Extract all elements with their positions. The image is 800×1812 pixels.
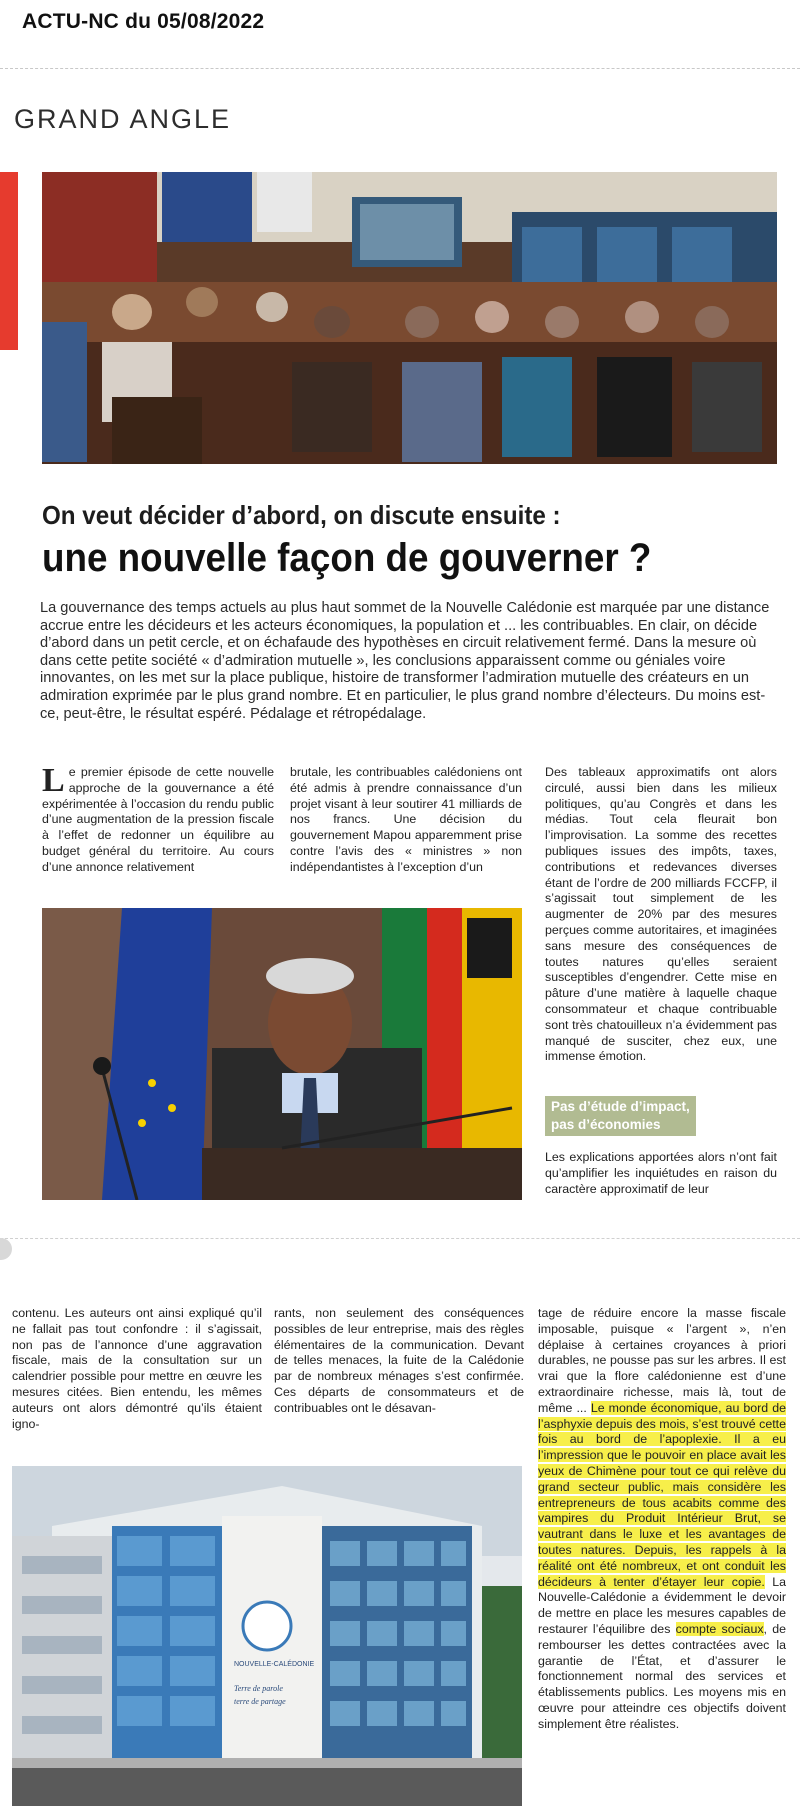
- building-sign-motto-1: Terre de parole: [234, 1684, 283, 1693]
- article-column-1: [42, 762, 274, 876]
- page2-column-3-text-a: tage de réduire encore la masse fiscale imposable, puisque « l’argent », n’en déplaise à certaines croyances à priori durables, ne pousse pas sur les arbres. Il est vrai que la flore calédonienne est d’une extraordinaire richesse, mais là, tout de même ...: [538, 1306, 786, 1415]
- highlighted-passage: Le monde économique, au bord de l’asphyxie depuis des mois, s’est trouvé cette fois au bord de l’apoplexie. Il a eu l’impression que le pouvoir en place avait les yeux de Chimène pour tout ce qui relève du grand secteur public, mais considère les entrepreneurs de tous acabits comme des vampires du Produit Intérieur Brut, se vautrant dans le luxe et les avantages de toutes natures. Depuis, les rappels à la réalité ont été nombreux, et ont conduit les décideurs à tenter d’étayer leur copie.: [538, 1400, 786, 1589]
- header-divider: [0, 68, 800, 69]
- building-sign-name: NOUVELLE-CALÉDONIE: [234, 1661, 315, 1668]
- page-break-divider: [0, 1238, 800, 1239]
- highlighted-phrase: compte sociaux: [675, 1621, 764, 1636]
- government-building-photo: [12, 1466, 522, 1806]
- drop-cap: L: [42, 762, 65, 799]
- page2-column-2: [274, 1306, 524, 1417]
- page2-column-3: [538, 1306, 786, 1733]
- page2-column-3-text-b: La Nouvelle-Calédonie a évidemment le devoir de mettre en place les mesures capables de restaurer l’équilibre des: [538, 1574, 786, 1636]
- article-column-3-continued: [545, 1150, 777, 1197]
- column-3-text: Des tableaux approximatifs ont alors circulé, aussi bien dans les milieux politiques, qu’au Congrès et dans les médias. Tout cela fleurait bon l’improvisation. La somme des recettes publiques issues des impôts, taxes, contributions et redevances diverses étant de l’ordre de 200 milliards FCCFP, il s’agissait tout simplement de les augmenter de 20% par des mesures perçues comme autoritaires, et imaginées sans mesure des conséquences de toutes natures qu’elles seraient susceptibles d’engendrer. Cette mise en pâture d’une matière à laquelle chaque consommateur et chaque contribuable sont très chatouilleux n’a évidemment pas manqué de susciter, chez eux, une immense émotion.: [545, 765, 777, 1064]
- headline-kicker: On veut décider d’abord, on discute ensuite :: [42, 500, 561, 530]
- article-column-2: [290, 765, 522, 876]
- article-lede: La gouvernance des temps actuels au plus haut sommet de la Nouvelle Calédonie est marquée par une distance accrue entre les décideurs et les acteurs économiques, la population et ... les contribuables. En clair, on décide d’abord dans un petit cercle, et on échafaude des hypothèses en circuit relativement fermé. Dans la mesure où dans cette petite société « d’admiration mutuelle », les conclusions apparaissent comme ou géniales voire innovantes, on les met sur la place publique, histoire de transformer l’admiration mutuelle des créateurs en un admiration exprimée par le plus grand nombre. Et en particulier, le plus grand nombre d’électeurs. Du moins est-ce, peut-être, le résultat espéré. Pédalage et rétropédalage.: [40, 600, 770, 722]
- headline-main: une nouvelle façon de gouverner ?: [42, 536, 652, 580]
- building-sign-motto-2: terre de partage: [234, 1697, 286, 1706]
- page-side-tab: [0, 1238, 12, 1260]
- page2-column-2-text: rants, non seulement des conséquences possibles de leur entreprise, mais des règles élémentaires de la communication. Devant de telles menaces, la fuite de la Calédonie par de nombreux ménages s’est confirmée. Ces départs de consommateurs et de contribuables ont le désavan-: [274, 1306, 524, 1415]
- subhead-line-1: Pas d’étude d’impact,: [551, 1099, 690, 1114]
- page2-column-1-text: contenu. Les auteurs ont ainsi expliqué qu’il ne fallait pas tout confondre : il s’agissait, non pas de l’annonce d’une aggravation fiscale, mais de la consultation sur un calendrier possible pour mettre en œuvre les mesures citées. Bien entendu, les mêmes auteurs ont alors démontré qu’ils étaient igno-: [12, 1306, 262, 1431]
- column-2-text: brutale, les contribuables calédoniens ont été admis à prendre connaissance d’un projet visant à leur soutirer 41 milliards de nos francs. Une décision du gouvernement Mapou apparemment prise contre l’avis des « ministres » non indépendantistes à l’exception d’un: [290, 765, 522, 874]
- column-1-text: e premier épisode de cette nouvelle approche de la gouvernance a été expérimentée à l’occasion du rendu public d’une augmentation de la pression fiscale à l’effet de redonner un équilibre au budget général du territoire. Au cours d’une annonce relativement: [42, 765, 274, 874]
- article-subhead: [545, 1096, 696, 1136]
- article-column-3: [545, 765, 777, 1065]
- page2-column-1: [12, 1306, 262, 1432]
- page2-column-3-text-c: , de rembourser les dettes contractées avec la garantie de l’État, et d’assurer le fonctionnement normal des services et établissements publics. Les moyens mis en œuvre pour atteindre ces objectifs doivent simplement être réalistes.: [538, 1621, 786, 1731]
- column-3-continued-text: Les explications apportées alors n’ont fait qu’amplifier les inquiétudes en raison du caractère approximatif de leur: [545, 1150, 777, 1196]
- politician-portrait-photo: [42, 908, 522, 1200]
- subhead-line-2: pas d’économies: [551, 1117, 661, 1132]
- section-label: GRAND ANGLE: [14, 104, 232, 134]
- assembly-chamber-photo: [42, 172, 777, 464]
- publication-date-header: ACTU-NC du 05/08/2022: [22, 10, 265, 33]
- section-accent-bar: [0, 172, 18, 350]
